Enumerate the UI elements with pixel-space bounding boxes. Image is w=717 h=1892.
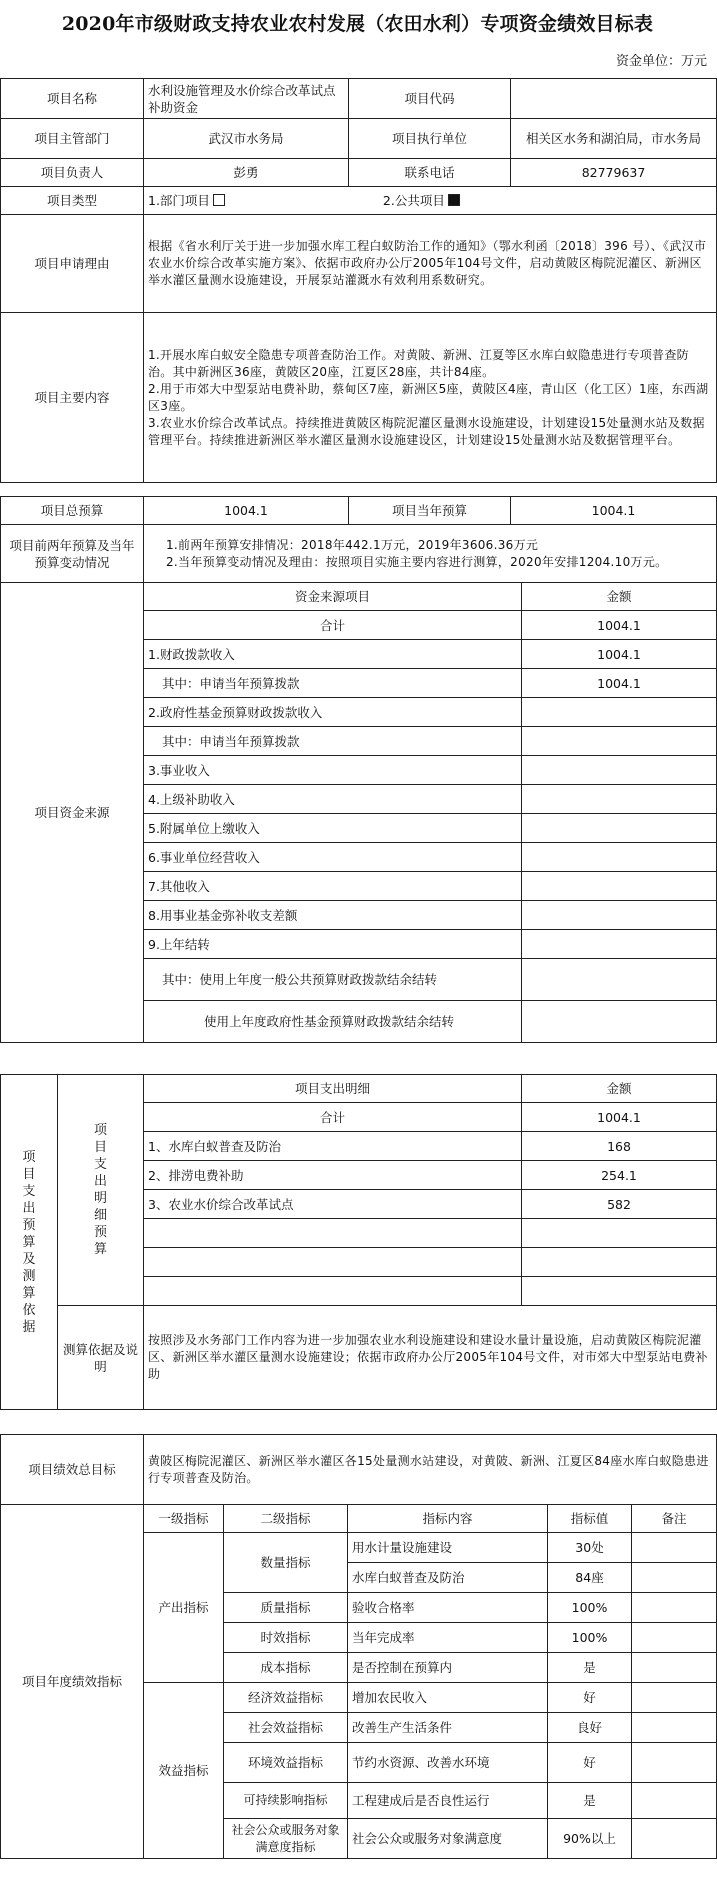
indicator-content: 水库白蚁普查及防治 [348, 1563, 548, 1593]
supervising-dept-value: 武汉市水务局 [144, 119, 349, 159]
funding-source-label: 9.上年结转 [144, 930, 522, 959]
expenditure-detail-text: 项 目 支 出 明 细 预 算 [93, 1123, 107, 1257]
cost-indicator-label: 成本指标 [224, 1653, 348, 1683]
type-option-department: 1.部门项目 [148, 193, 210, 208]
sheet-title: 2020年市级财政支持农业农村发展（农田水利）专项资金绩效目标表 [61, 12, 654, 35]
funding-source-label: 4.上级补助收入 [144, 785, 522, 814]
currency-unit: 资金单位：万元 [615, 54, 707, 69]
expenditure-amount [522, 1248, 717, 1277]
content-line: 3.农业水价综合改革试点。持续推进黄陂区梅院泥灌区量测水设施建设，计划建设15处量测水站及数据管理平台。持续推进新洲区举水灌区量测水设施建设区，计划建设15处量测水站及数据管理平台。 [148, 415, 705, 447]
economic-indicator-label: 经济效益指标 [224, 1683, 348, 1713]
budget-change-label: 项目前两年预算及当年预算变动情况 [1, 525, 144, 583]
expenditure-amount [522, 1277, 717, 1306]
project-code-value [511, 79, 717, 119]
funding-source-label: 8.用事业基金弥补收支差额 [144, 901, 522, 930]
expenditure-table [0, 1074, 717, 1410]
table-row [1, 313, 717, 483]
type-option-public: 2.公共项目 [382, 193, 445, 208]
indicator-section-label: 项目年度绩效指标 [1, 1505, 144, 1859]
expenditure-item: 3、农业水价综合改革试点 [144, 1190, 522, 1219]
table-row [1, 583, 717, 611]
indicator-note [632, 1743, 717, 1783]
expenditure-item-header: 项目支出明细 [144, 1075, 522, 1103]
funding-source-header: 资金来源项目 [144, 583, 522, 611]
project-type-label: 项目类型 [1, 187, 144, 215]
funding-amount [522, 843, 717, 872]
table-row [1, 497, 717, 525]
funding-amount [522, 930, 717, 959]
quality-indicator-label: 质量指标 [224, 1593, 348, 1623]
indicator-value: 良好 [548, 1713, 632, 1743]
indicator-value: 好 [548, 1743, 632, 1783]
table-row [1, 1505, 717, 1533]
main-content-value [144, 313, 717, 483]
funding-amount [522, 901, 717, 930]
table-row [1, 525, 717, 583]
funding-source-label: 6.事业单位经营收入 [144, 843, 522, 872]
calculation-basis-label: 测算依据及说明 [58, 1306, 144, 1410]
expenditure-item: 合计 [144, 1103, 522, 1132]
table-row [1, 119, 717, 159]
indicator-value: 是 [548, 1783, 632, 1819]
indicator-value: 100% [548, 1593, 632, 1623]
change-line: 1.前两年预算安排情况：2018年442.1万元，2019年3606.36万元 [166, 537, 539, 552]
funding-section-label: 项目资金来源 [1, 583, 144, 1043]
expenditure-amount: 582 [522, 1190, 717, 1219]
indicator-content: 工程建成后是否良性运行 [348, 1783, 548, 1819]
indicator-content: 是否控制在预算内 [348, 1653, 548, 1683]
indicator-note [632, 1623, 717, 1653]
expenditure-item: 1、水库白蚁普查及防治 [144, 1132, 522, 1161]
indicator-note [632, 1783, 717, 1819]
indicator-value: 84座 [548, 1563, 632, 1593]
indicator-value: 100% [548, 1623, 632, 1653]
value-header: 指标值 [548, 1505, 632, 1533]
level2-header: 二级指标 [224, 1505, 348, 1533]
expenditure-item [144, 1219, 522, 1248]
indicator-note [632, 1683, 717, 1713]
indicator-value: 好 [548, 1683, 632, 1713]
funding-amount: 1004.1 [522, 669, 717, 698]
phone-value: 82779637 [511, 159, 717, 187]
indicator-content: 节约水资源、改善水环境 [348, 1743, 548, 1783]
application-reason-label: 项目申请理由 [1, 215, 144, 313]
indicator-content: 当年完成率 [348, 1623, 548, 1653]
table-row [1, 159, 717, 187]
indicator-note [632, 1653, 717, 1683]
indicator-note [632, 1563, 717, 1593]
funding-source-label: 2.政府性基金预算财政拨款收入 [144, 698, 522, 727]
funding-source-label: 5.附属单位上缴收入 [144, 814, 522, 843]
indicator-note [632, 1593, 717, 1623]
funding-source-label: 3.事业收入 [144, 756, 522, 785]
funding-source-label: 其中：使用上年度一般公共预算财政拨款结余结转 [144, 959, 522, 1001]
expenditure-amount: 254.1 [522, 1161, 717, 1190]
note-header: 备注 [632, 1505, 717, 1533]
funding-amount [522, 814, 717, 843]
budget-table [0, 496, 717, 583]
social-indicator-label: 社会效益指标 [224, 1713, 348, 1743]
executing-unit-label: 项目执行单位 [349, 119, 511, 159]
funding-source-label: 1.财政拨款收入 [144, 640, 522, 669]
expenditure-amount [522, 1219, 717, 1248]
funding-amount [522, 698, 717, 727]
benefit-indicator-label: 效益指标 [144, 1683, 224, 1859]
output-indicator-label: 产出指标 [144, 1533, 224, 1683]
expenditure-amount-header: 金额 [522, 1075, 717, 1103]
expenditure-section-label [1, 1075, 58, 1410]
supervising-dept-label: 项目主管部门 [1, 119, 144, 159]
expenditure-section-text: 项 目 支 出 预 算 及 测 算 依 据 [22, 1149, 36, 1335]
table-row [1, 187, 717, 215]
timeliness-indicator-label: 时效指标 [224, 1623, 348, 1653]
calculation-basis-value: 按照涉及水务部门工作内容为进一步加强农业水利设施建设和建设水量计量设施，启动黄陂区梅院泥灌区、新洲区举水灌区量测水设施建设；依据市政府办公厅2005年104号文件，对市郊大中型泵站电费补助 [144, 1306, 717, 1410]
content-header: 指标内容 [348, 1505, 548, 1533]
funding-amount [522, 872, 717, 901]
content-line: 2.用于市郊大中型泵站电费补助，蔡甸区7座，新洲区5座，黄陂区4座，青山区（化工区）1座，东西湖区3座。 [148, 381, 709, 413]
indicator-value: 是 [548, 1653, 632, 1683]
funding-amount [522, 1001, 717, 1043]
table-row [1, 1075, 717, 1103]
level1-header: 一级指标 [144, 1505, 224, 1533]
project-code-label: 项目代码 [349, 79, 511, 119]
environment-indicator-label: 环境效益指标 [224, 1743, 348, 1783]
funding-amount: 1004.1 [522, 611, 717, 640]
funding-source-label: 使用上年度政府性基金预算财政拨款结余结转 [144, 1001, 522, 1043]
change-line: 2.当年预算变动情况及理由：按照项目实施主要内容进行测算，2020年安排1204.10万元。 [166, 554, 668, 569]
main-content-label: 项目主要内容 [1, 313, 144, 483]
indicator-content: 验收合格率 [348, 1593, 548, 1623]
current-year-budget-value: 1004.1 [511, 497, 717, 525]
table-row [1, 1435, 717, 1505]
performance-indicator-table [0, 1504, 717, 1859]
project-name-value: 水利设施管理及水价综合改革试点补助资金 [144, 79, 349, 119]
funding-source-label: 合计 [144, 611, 522, 640]
quantity-indicator-label: 数量指标 [224, 1533, 348, 1593]
funding-source-label: 其中：申请当年预算拨款 [144, 669, 522, 698]
satisfaction-indicator-label: 社会公众或服务对象满意度指标 [224, 1819, 348, 1859]
expenditure-item [144, 1248, 522, 1277]
unchecked-box-icon [213, 194, 225, 206]
expenditure-detail-label [58, 1075, 144, 1306]
indicator-value: 30处 [548, 1533, 632, 1563]
expenditure-amount: 1004.1 [522, 1103, 717, 1132]
indicator-content: 社会公众或服务对象满意度 [348, 1819, 548, 1859]
sustainability-indicator-label: 可持续影响指标 [224, 1783, 348, 1819]
current-year-budget-label: 项目当年预算 [349, 497, 511, 525]
funding-amount: 1004.1 [522, 640, 717, 669]
total-budget-value: 1004.1 [144, 497, 349, 525]
total-budget-label: 项目总预算 [1, 497, 144, 525]
indicator-content: 用水计量设施建设 [348, 1533, 548, 1563]
overall-goal-label: 项目绩效总目标 [1, 1435, 144, 1505]
funding-amount-header: 金额 [522, 583, 717, 611]
funding-amount [522, 785, 717, 814]
funding-amount [522, 756, 717, 785]
expenditure-item [144, 1277, 522, 1306]
table-row [1, 79, 717, 119]
project-name-label: 项目名称 [1, 79, 144, 119]
checked-box-icon [448, 194, 460, 206]
table-row [1, 215, 717, 313]
indicator-content: 改善生产生活条件 [348, 1713, 548, 1743]
basic-info-table [0, 78, 717, 483]
funding-source-label: 7.其他收入 [144, 872, 522, 901]
table-row [1, 1306, 717, 1410]
budget-change-value [144, 525, 717, 583]
executing-unit-value: 相关区水务和湖泊局，市水务局 [511, 119, 717, 159]
funding-source-table [0, 582, 717, 1043]
project-type-options [144, 187, 717, 215]
goal-table [0, 1434, 717, 1505]
expenditure-amount: 168 [522, 1132, 717, 1161]
indicator-content: 增加农民收入 [348, 1683, 548, 1713]
funding-source-label: 其中：申请当年预算拨款 [144, 727, 522, 756]
expenditure-item: 2、排涝电费补助 [144, 1161, 522, 1190]
phone-label: 联系电话 [349, 159, 511, 187]
content-line: 1.开展水库白蚁安全隐患专项普查防治工作。对黄陂、新洲、江夏等区水库白蚁隐患进行专项普查防治。其中新洲区36座，黄陂区20座，江夏区28座，共计84座。 [148, 347, 689, 379]
project-leader-value: 彭勇 [144, 159, 349, 187]
funding-amount [522, 959, 717, 1001]
overall-goal-value: 黄陂区梅院泥灌区、新洲区举水灌区各15处量测水站建设，对黄陂、新洲、江夏区84座水库白蚁隐患进行专项普查及防治。 [144, 1435, 717, 1505]
project-leader-label: 项目负责人 [1, 159, 144, 187]
funding-amount [522, 727, 717, 756]
indicator-note [632, 1713, 717, 1743]
indicator-note [632, 1533, 717, 1563]
indicator-value: 90%以上 [548, 1819, 632, 1859]
indicator-note [632, 1819, 717, 1859]
application-reason-value: 根据《省水利厅关于进一步加强水库工程白蚁防治工作的通知》（鄂水利函〔2018〕396 号）、《武汉市农业水价综合改革实施方案》、依据市政府办公厅2005年104号文件，启动黄陂区梅院泥灌区、新洲区举水灌区量测水设施建设，开展泵站灌溉水有效利用系数研究。 [144, 215, 717, 313]
